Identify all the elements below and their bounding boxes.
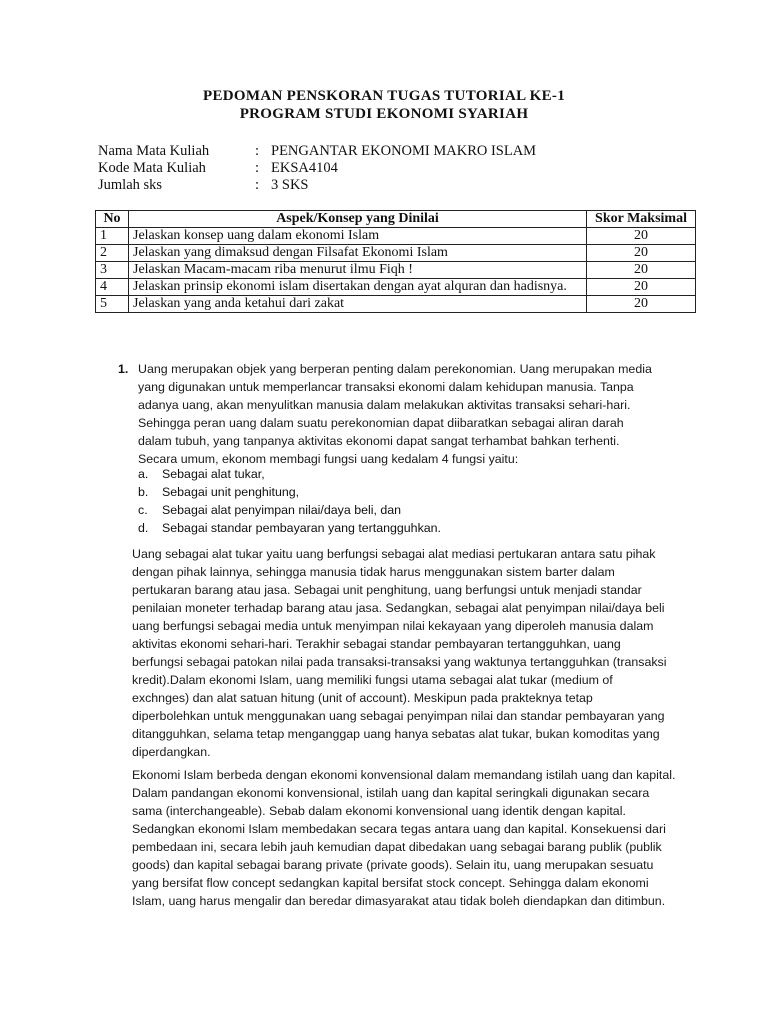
list-item-label: d. xyxy=(138,521,149,535)
info-label: Jumlah sks xyxy=(98,177,163,193)
table-row xyxy=(96,296,696,313)
score-table xyxy=(95,210,696,313)
info-value: PENGANTAR EKONOMI MAKRO ISLAM xyxy=(271,143,537,159)
row-number: 3 xyxy=(96,262,129,279)
info-value: 3 SKS xyxy=(271,177,309,193)
list-item-text: Sebagai alat tukar, xyxy=(162,467,265,481)
list-item-label: a. xyxy=(138,467,149,481)
table-row xyxy=(96,279,696,296)
row-aspek: Jelaskan yang dimaksud dengan Filsafat Ekonomi Islam xyxy=(129,245,587,262)
row-number: 2 xyxy=(96,245,129,262)
row-aspek: Jelaskan konsep uang dalam ekonomi Islam xyxy=(129,228,587,245)
column-header-skor: Skor Maksimal xyxy=(587,211,696,228)
list-item-label: b. xyxy=(138,485,149,499)
info-colon: : xyxy=(255,160,260,176)
list-item xyxy=(138,501,401,519)
list-item-text: Sebagai standar pembayaran yang tertangguhkan. xyxy=(162,521,441,535)
body-paragraph: Uang sebagai alat tukar yaitu uang berfungsi sebagai alat mediasi pertukaran antara satu pihak dengan pihak lainnya, sehingga manusia tidak harus menggunakan sistem barter dalam pertukaran barang atau jasa. Sebagai unit penghitung, uang berfungsi untuk menjadi standar penilaian moneter terhadap barang atau jasa. Sedangkan, sebagai alat penyimpan nilai/daya beli uang berfungsi sebagai media untuk menyimpan nilai kekayaan yang diperoleh manusia dalam aktivitas ekonomi sehari-hari. Terakhir sebagai standar pembayaran tertangguhkan, uang berfungsi sebagai patokan nilai pada transaksi-transaksi yang waktunya tertangguhkan (transaksi kredit).Dalam ekonomi Islam, uang memiliki fungsi utama sebagai alat tukar (medium of exchnges) dan alat satuan hitung (unit of account). Meskipun pada prakteknya tetap diperbolehkan untuk menggunakan uang sebagai penyimpan nilai dan standar pembayaran yang ditangguhkan, selama tetap menganggap uang hanya sebatas alat tukar, bukan komoditas yang diperdangkan. xyxy=(132,547,667,759)
body-paragraph: Ekonomi Islam berbeda dengan ekonomi konvensional dalam memandang istilah uang dan kapital. Dalam pandangan ekonomi konvensional, istilah uang dan kapital seringkali digunakan secara sama (interchangeable). Sebab dalam ekonomi konvensional uang identik dengan kapital. Sedangkan ekonomi Islam membedakan secara tegas antara uang dan kapital. Konsekuensi dari pembedaan ini, secara lebih jauh kemudian dapat dibedakan uang sebagai barang publik (publik goods) dan kapital sebagai barang private (private goods). Selain itu, uang merupakan sesuatu yang bersifat flow concept sedangkan kapital bersifat stock concept. Sehingga dalam ekonomi Islam, uang harus mengalir dan beredar dimasyarakat atau tidak boleh diendapkan dan ditimbun. xyxy=(132,768,676,908)
row-number: 5 xyxy=(96,296,129,313)
row-aspek: Jelaskan Macam-macam riba menurut ilmu Fiqh ! xyxy=(129,262,587,279)
info-row-course-name xyxy=(98,142,536,160)
row-number: 4 xyxy=(96,279,129,296)
row-number: 1 xyxy=(96,228,129,245)
list-item-text: Sebagai alat penyimpan nilai/daya beli, dan xyxy=(162,503,402,517)
info-colon: : xyxy=(255,177,260,193)
answer-number: 1. xyxy=(118,362,129,376)
answer-intro-paragraph: Uang merupakan objek yang berperan penting dalam perekonomian. Uang merupakan media yang digunakan untuk memperlancar transaksi ekonomi dalam kehidupan manusia. Tanpa adanya uang, akan menyulitkan manusia dalam melakukan aktivitas transaksi sehari-hari. Sehingga peran uang dalam suatu perekonomian dapat diibaratkan sebagai aliran darah dalam tubuh, yang tanpanya aktivitas ekonomi dapat sangat terhambat bahkan terhenti. Secara umum, ekonom membagi fungsi uang kedalam 4 fungsi yaitu: xyxy=(138,362,652,466)
list-item-text: Sebagai unit penghitung, xyxy=(162,485,300,499)
info-colon: : xyxy=(255,143,260,159)
column-header-no: No xyxy=(96,211,129,228)
document-title: PEDOMAN PENSKORAN TUGAS TUTORIAL KE-1 xyxy=(203,88,565,104)
info-label: Nama Mata Kuliah xyxy=(98,143,210,159)
table-row xyxy=(96,262,696,279)
row-skor: 20 xyxy=(587,245,696,262)
table-header-row xyxy=(96,211,696,228)
info-row-course-code xyxy=(98,159,338,177)
info-label: Kode Mata Kuliah xyxy=(98,160,206,176)
list-item xyxy=(138,465,265,483)
row-aspek: Jelaskan prinsip ekonomi islam disertakan dengan ayat alquran dan hadisnya. xyxy=(129,279,587,296)
row-skor: 20 xyxy=(587,228,696,245)
row-aspek: Jelaskan yang anda ketahui dari zakat xyxy=(129,296,587,313)
table-row xyxy=(96,228,696,245)
list-item xyxy=(138,519,441,537)
list-item-label: c. xyxy=(138,503,148,517)
row-skor: 20 xyxy=(587,296,696,313)
info-value: EKSA4104 xyxy=(271,160,338,176)
list-item xyxy=(138,483,299,501)
column-header-aspek: Aspek/Konsep yang Dinilai xyxy=(129,211,587,228)
row-skor: 20 xyxy=(587,262,696,279)
row-skor: 20 xyxy=(587,279,696,296)
info-row-credits xyxy=(98,176,308,194)
table-row xyxy=(96,245,696,262)
document-subtitle: PROGRAM STUDI EKONOMI SYARIAH xyxy=(239,106,529,122)
